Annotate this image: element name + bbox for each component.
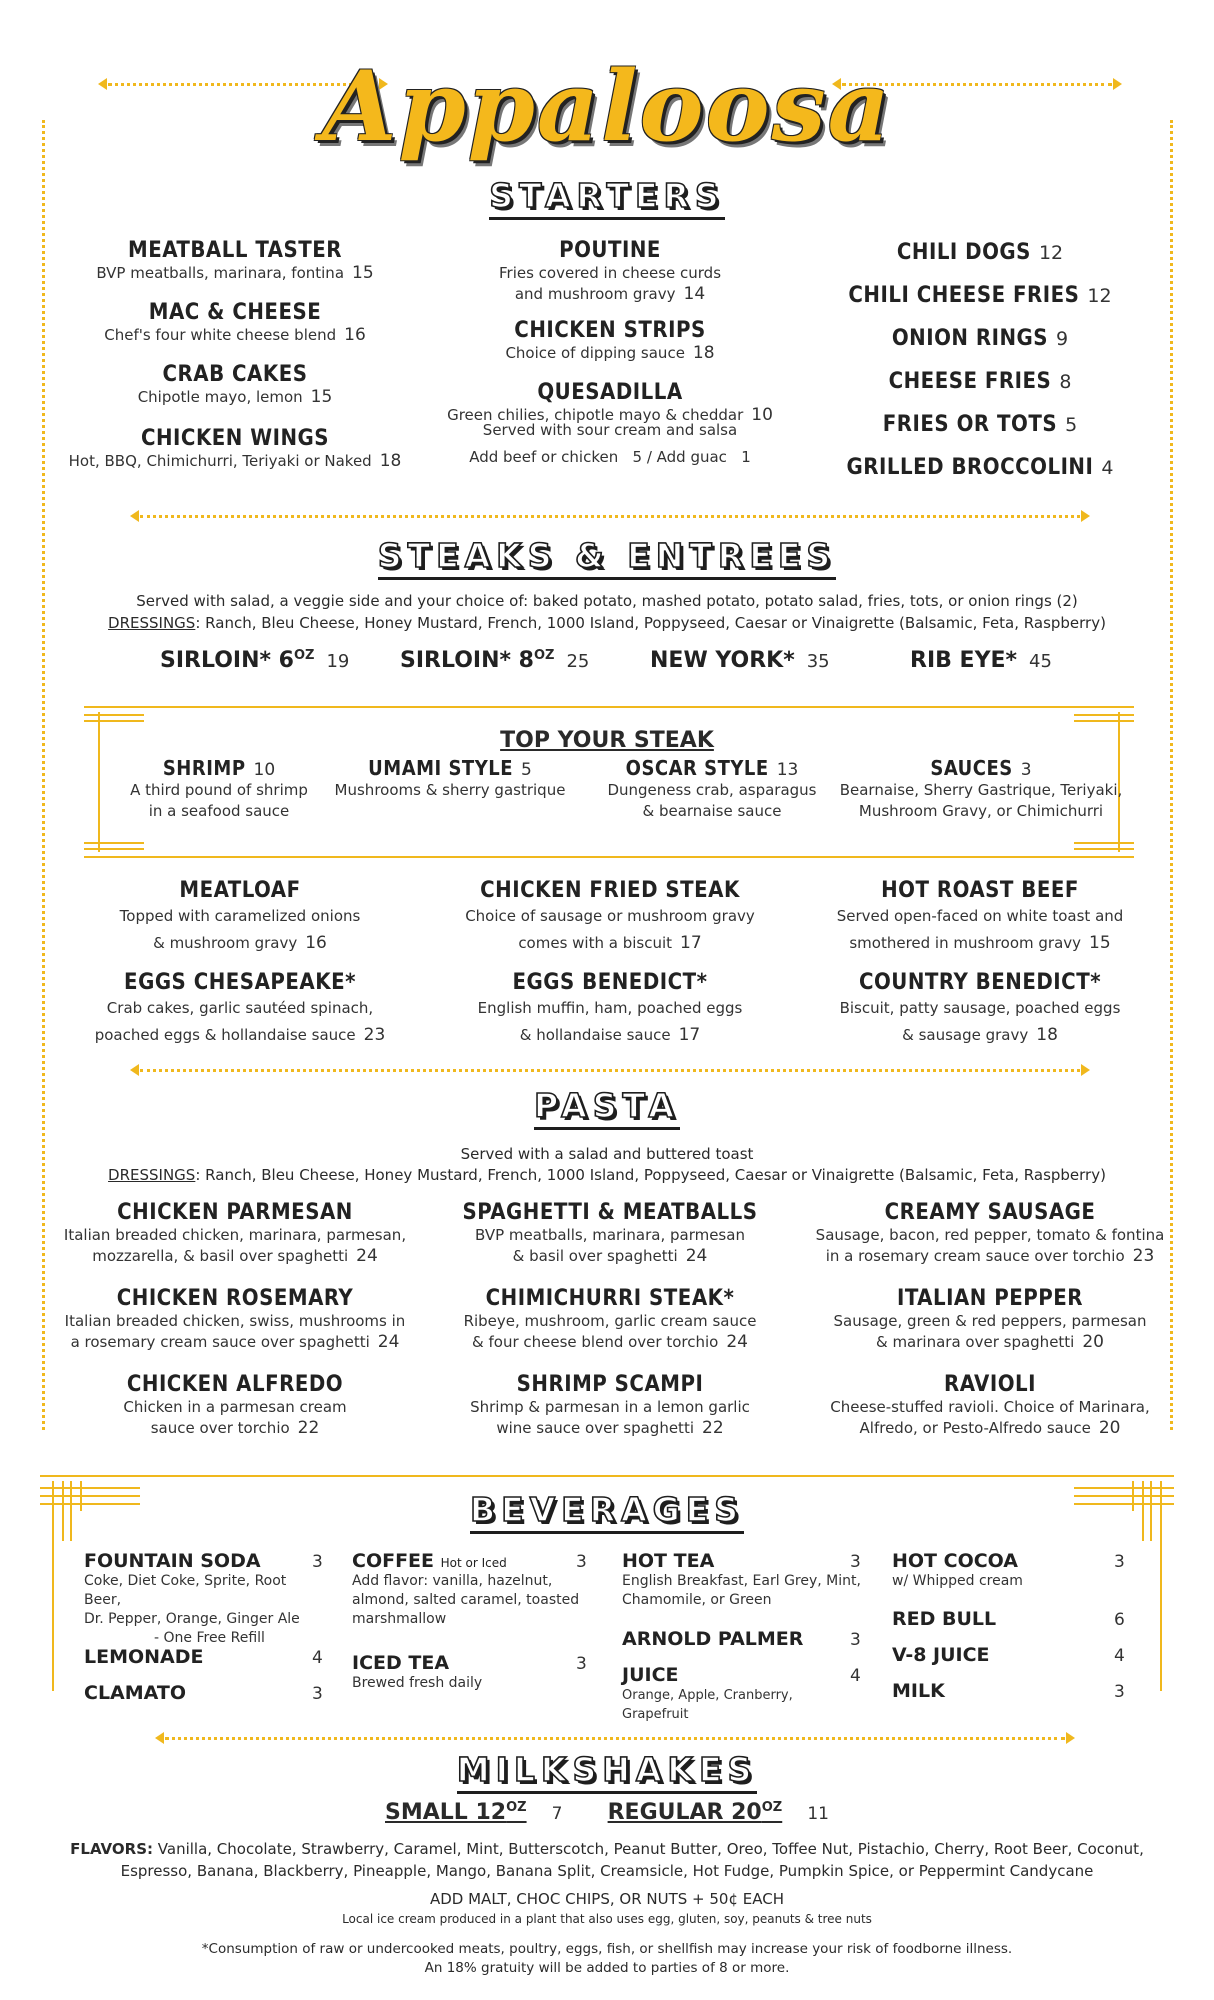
item-name: COFFEE	[352, 1550, 435, 1572]
item-name: HOT COCOA	[892, 1550, 1019, 1572]
menu-item-side	[830, 369, 1130, 394]
milkshake-allergen-note: Local ice cream produced in a plant that also uses egg, gluten, soy, peanuts & tree nuts	[342, 1912, 872, 1926]
item-desc: Cheese-stuffed ravioli. Choice of Marinara,	[830, 1398, 1150, 1416]
item-name: JUICE	[622, 1664, 679, 1686]
menu-item-entree	[810, 970, 1150, 1049]
item-note: Hot or Iced	[440, 1556, 507, 1570]
menu-item-pasta	[430, 1372, 790, 1439]
item-desc: Hot, BBQ, Chimichurri, Teriyaki or Naked	[68, 452, 372, 470]
item-name: CHICKEN PARMESAN	[117, 1200, 353, 1225]
item-price: 15	[352, 263, 374, 283]
item-price: 15	[1089, 933, 1111, 953]
item-price: 5	[521, 760, 532, 780]
item-price: 3	[1114, 1682, 1125, 1702]
item-name: SAUCES	[930, 756, 1013, 780]
item-price: 18	[1036, 1025, 1058, 1045]
item-name: COUNTRY BENEDICT*	[858, 970, 1102, 995]
menu-item-side	[830, 283, 1130, 308]
item-name: SIRLOIN* 6	[160, 648, 294, 673]
steaks-dressings: DRESSINGS: Ranch, Bleu Cheese, Honey Mustard, French, 1000 Island, Poppyseed, Caesar or Vinaigrette (Balsamic, Feta, Raspberry)	[108, 614, 1106, 632]
menu-item-entree	[440, 878, 780, 957]
section-title-starters: STARTERS	[0, 176, 1214, 215]
item-price: 3	[1114, 1552, 1125, 1572]
item-desc: & sausage gravy	[902, 1026, 1029, 1044]
item-name: MAC & CHEESE	[148, 300, 322, 325]
item-desc: Italian breaded chicken, swiss, mushrooms in	[64, 1312, 406, 1330]
footer-disclaimer: *Consumption of raw or undercooked meats, poultry, eggs, fish, or shellfish may increase your risk of foodborne illness. An 18% gratuity will be added to parties of 8 or more.	[201, 1941, 1013, 1976]
menu-item-chicken-strips	[420, 318, 800, 364]
brand-logo: Appaloosa	[322, 50, 892, 163]
item-price: 4	[312, 1648, 323, 1668]
item-price: 13	[776, 760, 799, 780]
item-desc: in a seafood sauce	[148, 802, 290, 820]
section-title-pasta: PASTA	[0, 1086, 1214, 1125]
steak-topping	[836, 756, 1126, 822]
item-price: 4	[1114, 1646, 1125, 1666]
menu-item-starter	[40, 426, 430, 472]
item-name: OSCAR STYLE	[625, 756, 769, 780]
item-desc: & marinara over spaghetti	[875, 1333, 1075, 1351]
item-price: 4	[1101, 457, 1114, 479]
item-price: 23	[363, 1025, 386, 1045]
item-desc: wine sauce over spaghetti	[496, 1419, 694, 1437]
item-addon: Add beef or chicken 5 / Add guac 1	[469, 448, 751, 466]
steak-topping	[592, 756, 832, 822]
item-desc: Served open-faced on white toast and	[836, 907, 1124, 925]
item-price: 12	[1038, 242, 1064, 264]
pasta-served-with: Served with a salad and buttered toast	[460, 1145, 754, 1163]
item-name: SIRLOIN* 8	[400, 648, 534, 673]
item-price: 24	[377, 1332, 400, 1352]
item-name: HOT TEA	[622, 1550, 715, 1572]
item-price: 18	[692, 343, 715, 363]
pasta-dressings: DRESSINGS: Ranch, Bleu Cheese, Honey Mustard, French, 1000 Island, Poppyseed, Caesar or Vinaigrette (Balsamic, Feta, Raspberry)	[108, 1166, 1106, 1184]
item-price: 20	[1082, 1332, 1104, 1352]
item-name: RAVIOLI	[943, 1372, 1037, 1397]
item-price: 3	[1020, 760, 1032, 780]
menu-item-starter	[40, 362, 430, 408]
item-price: 19	[326, 651, 350, 672]
item-price: 3	[312, 1684, 323, 1704]
item-name: CLAMATO	[84, 1682, 187, 1704]
item-desc: in a rosemary cream sauce over torchio	[825, 1247, 1125, 1265]
steak-cut	[400, 648, 589, 673]
milkshake-addons: ADD MALT, CHOC CHIPS, OR NUTS + 50¢ EACH	[429, 1890, 785, 1908]
beverage-coffee: COFFEE Hot or Iced 3 Add flavor: vanilla, hazelnut, almond, salted caramel, toasted marshmallow	[352, 1550, 587, 1627]
item-price: 5	[1065, 414, 1078, 436]
item-desc: sauce over torchio	[150, 1419, 290, 1437]
beverage-arnold-palmer	[622, 1628, 862, 1650]
item-desc: Chicken in a parmesan cream	[123, 1398, 347, 1416]
divider	[140, 515, 1080, 518]
menu-item-starter	[40, 300, 430, 346]
item-name: CHEESE FRIES	[888, 369, 1052, 394]
item-price: 25	[566, 651, 590, 672]
menu-item-side	[830, 326, 1130, 351]
size-regular-price: 11	[807, 1804, 829, 1824]
item-desc: Bearnaise, Sherry Gastrique, Teriyaki,	[839, 781, 1123, 799]
section-title-milkshakes: MILKSHAKES	[0, 1750, 1214, 1789]
item-name: CHICKEN STRIPS	[514, 318, 706, 343]
top-your-steak-title: TOP YOUR STEAK	[500, 728, 714, 753]
item-price: 24	[726, 1332, 748, 1352]
item-price: 3	[576, 1654, 587, 1674]
item-name: LEMONADE	[84, 1646, 204, 1668]
divider	[165, 1737, 1065, 1740]
item-price: 6	[1114, 1610, 1125, 1630]
menu-item-side	[830, 455, 1130, 480]
menu-item-pasta	[50, 1200, 420, 1267]
menu-item-pasta	[50, 1372, 420, 1439]
menu-item-pasta	[800, 1372, 1180, 1439]
section-title-steaks: STEAKS & ENTREES	[0, 536, 1214, 575]
item-name: ARNOLD PALMER	[622, 1628, 804, 1650]
item-price: 18	[379, 451, 402, 471]
item-name: RIB EYE*	[910, 648, 1018, 673]
item-name: ITALIAN PEPPER	[896, 1286, 1083, 1311]
beverage-milk	[892, 1680, 1132, 1702]
item-price: 12	[1087, 285, 1112, 307]
item-desc: smothered in mushroom gravy	[849, 934, 1082, 952]
menu-item-entree	[70, 878, 410, 957]
item-name: FRIES OR TOTS	[882, 412, 1058, 437]
menu-item-pasta	[430, 1200, 790, 1267]
item-price: 20	[1098, 1418, 1121, 1438]
item-name: CREAMY SAUSAGE	[884, 1200, 1096, 1225]
item-desc: Sausage, green & red peppers, parmesan	[833, 1312, 1147, 1330]
item-desc: Ribeye, mushroom, garlic cream sauce	[463, 1312, 757, 1330]
beverage-juice: JUICE 4 Orange, Apple, Cranberry, Grapefruit	[622, 1664, 861, 1722]
beverage-clamato	[84, 1682, 324, 1704]
item-desc: & hollandaise sauce	[519, 1026, 671, 1044]
menu-item-poutine	[420, 238, 800, 305]
item-desc: BVP meatballs, marinara, parmesan	[475, 1226, 745, 1244]
item-name: FOUNTAIN SODA	[84, 1550, 261, 1572]
item-name: ICED TEA	[352, 1652, 450, 1674]
menu-item-pasta	[430, 1286, 790, 1353]
item-unit: OZ	[533, 648, 555, 663]
item-desc: Alfredo, or Pesto-Alfredo sauce	[859, 1419, 1091, 1437]
steak-cut	[160, 648, 349, 673]
item-desc: Mushroom Gravy, or Chimichurri	[858, 802, 1104, 820]
beverage-hot-cocoa: HOT COCOA 3 w/ Whipped cream	[892, 1550, 1132, 1591]
item-name: CRAB CAKES	[162, 362, 308, 387]
steak-topping	[330, 756, 570, 801]
item-price: 24	[356, 1246, 378, 1266]
menu-item-pasta	[800, 1286, 1180, 1353]
item-name: EGGS BENEDICT*	[512, 970, 708, 995]
steak-cut	[650, 648, 830, 673]
item-price: 4	[850, 1666, 861, 1686]
item-desc: Chipotle mayo, lemon	[137, 388, 303, 406]
item-desc: Mushrooms & sherry gastrique	[334, 781, 566, 799]
item-price: 16	[305, 933, 327, 953]
item-name: CHICKEN ALFREDO	[126, 1372, 344, 1397]
item-name: CHIMICHURRI STEAK*	[485, 1286, 735, 1311]
item-desc: Sausage, bacon, red pepper, tomato & fontina	[815, 1226, 1165, 1244]
item-name: SHRIMP	[162, 756, 246, 780]
item-price: 3	[312, 1552, 323, 1572]
item-name: MILK	[892, 1680, 945, 1702]
item-desc: Served with sour cream and salsa	[482, 421, 738, 439]
item-price: 22	[297, 1418, 320, 1438]
beverage-red-bull	[892, 1608, 1132, 1630]
item-price: 23	[1132, 1246, 1155, 1266]
item-name: MEATLOAF	[179, 878, 301, 903]
size-small-price: 7	[551, 1804, 563, 1824]
item-desc: Topped with caramelized onions	[119, 907, 361, 925]
item-name: CHICKEN FRIED STEAK	[480, 878, 740, 903]
item-desc: & four cheese blend over torchio	[472, 1333, 719, 1351]
item-name: RED BULL	[892, 1608, 997, 1630]
menu-item-entree	[810, 878, 1150, 957]
item-desc: Choice of sausage or mushroom gravy	[465, 907, 755, 925]
item-name: EGGS CHESAPEAKE*	[124, 970, 356, 995]
item-desc: Chef's four white cheese blend	[104, 326, 337, 344]
beverage-hot-tea: HOT TEA 3 English Breakfast, Earl Grey, Mint, Chamomile, or Green	[622, 1550, 861, 1608]
item-desc: mozzarella, & basil over spaghetti	[92, 1247, 349, 1265]
item-name: HOT ROAST BEEF	[881, 878, 1079, 903]
item-price: 3	[850, 1552, 861, 1572]
item-name: SPAGHETTI & MEATBALLS	[462, 1200, 758, 1225]
item-desc: Choice of dipping sauce	[505, 344, 685, 362]
item-desc: & basil over spaghetti	[512, 1247, 678, 1265]
item-desc: Biscuit, patty sausage, poached eggs	[839, 999, 1121, 1017]
item-price: 10	[751, 405, 773, 425]
item-desc: a rosemary cream sauce over spaghetti	[70, 1333, 370, 1351]
item-price: 14	[683, 284, 706, 304]
steak-topping	[104, 756, 334, 822]
item-desc: and mushroom gravy	[514, 285, 676, 303]
menu-item-side	[830, 240, 1130, 265]
item-desc: Fries covered in cheese curds	[498, 264, 722, 282]
menu-item-entree	[70, 970, 410, 1049]
item-desc: Italian breaded chicken, marinara, parmesan,	[63, 1226, 407, 1244]
item-price: 10	[253, 760, 276, 780]
item-price: 8	[1059, 371, 1072, 393]
section-title-beverages: BEVERAGES	[0, 1490, 1214, 1529]
milkshake-flavors: FLAVORS: Vanilla, Chocolate, Strawberry, Caramel, Mint, Butterscotch, Peanut Butter, Oreo, Toffee Nut, Pistachio, Cherry, Root Beer, Coconut, Espresso, Banana, Blackberry, Pineapple, Mango, Banana Split, Creamsicle, Hot Fudge, Pumpkin Spice, or Peppermint Candycane	[70, 1840, 1144, 1880]
divider	[140, 1069, 1080, 1072]
steak-cut	[910, 648, 1052, 673]
menu-item-pasta	[800, 1200, 1180, 1267]
beverage-fountain-soda: FOUNTAIN SODA 3 Coke, Diet Coke, Sprite, Root Beer, Dr. Pepper, Orange, Ginger Ale - One Free Refill	[84, 1550, 323, 1646]
item-price: 22	[702, 1418, 724, 1438]
item-name: CHICKEN ROSEMARY	[116, 1286, 354, 1311]
steaks-served-with: Served with salad, a veggie side and your choice of: baked potato, mashed potato, potato salad, fries, tots, or onion rings (2)	[136, 592, 1078, 610]
milkshake-sizes: SMALL $12^{OZ}$ 7 REGULAR $20^{OZ}$ 11	[385, 1800, 829, 1825]
item-name: UMAMI STYLE	[368, 756, 513, 780]
item-unit: OZ	[293, 648, 315, 663]
item-price: 3	[576, 1552, 587, 1572]
item-name: POUTINE	[559, 238, 661, 263]
menu-item-quesadilla	[420, 380, 800, 468]
item-name: CHILI DOGS	[896, 240, 1031, 265]
item-price: 17	[680, 933, 702, 953]
item-desc: English muffin, ham, poached eggs	[477, 999, 743, 1017]
menu-item-pasta	[50, 1286, 420, 1353]
item-price: 17	[678, 1025, 701, 1045]
item-name: CHILI CHEESE FRIES	[848, 283, 1080, 308]
item-desc: & bearnaise sauce	[642, 802, 782, 820]
item-desc: poached eggs & hollandaise sauce	[94, 1026, 356, 1044]
item-name: MEATBALL TASTER	[128, 238, 342, 263]
menu-item-entree	[440, 970, 780, 1049]
beverage-v8-juice	[892, 1644, 1132, 1666]
item-price: 9	[1056, 328, 1069, 350]
item-price: 35	[806, 651, 830, 672]
item-desc: & mushroom gravy	[153, 934, 298, 952]
item-name: CHICKEN WINGS	[140, 426, 330, 451]
menu-item-side	[830, 412, 1130, 437]
item-name: V-8 JUICE	[892, 1644, 990, 1666]
item-price: 16	[344, 325, 366, 345]
item-desc: Shrimp & parmesan in a lemon garlic	[470, 1398, 750, 1416]
item-name: ONION RINGS	[891, 326, 1049, 351]
item-desc: BVP meatballs, marinara, fontina	[96, 264, 345, 282]
item-desc: Green chilies, chipotle mayo & cheddar	[447, 406, 744, 424]
beverage-iced-tea: ICED TEA 3 Brewed fresh daily	[352, 1652, 592, 1693]
beverage-lemonade	[84, 1646, 324, 1668]
item-price: 3	[850, 1630, 861, 1650]
item-desc: A third pound of shrimp	[130, 781, 308, 799]
item-name: SHRIMP SCAMPI	[516, 1372, 704, 1397]
menu-item-starter	[40, 238, 430, 284]
item-price: 15	[310, 387, 333, 407]
size-regular: REGULAR 20	[607, 1800, 762, 1825]
item-name: QUESADILLA	[537, 380, 683, 405]
item-name: NEW YORK*	[650, 648, 795, 673]
item-price: 45	[1029, 651, 1052, 672]
item-desc: comes with a biscuit	[518, 934, 673, 952]
item-name: GRILLED BROCCOLINI	[846, 455, 1094, 480]
size-small: SMALL 12	[385, 1800, 507, 1825]
item-desc: Dungeness crab, asparagus	[607, 781, 817, 799]
item-price: 24	[685, 1246, 708, 1266]
item-desc: Crab cakes, garlic sautéed spinach,	[106, 999, 374, 1017]
